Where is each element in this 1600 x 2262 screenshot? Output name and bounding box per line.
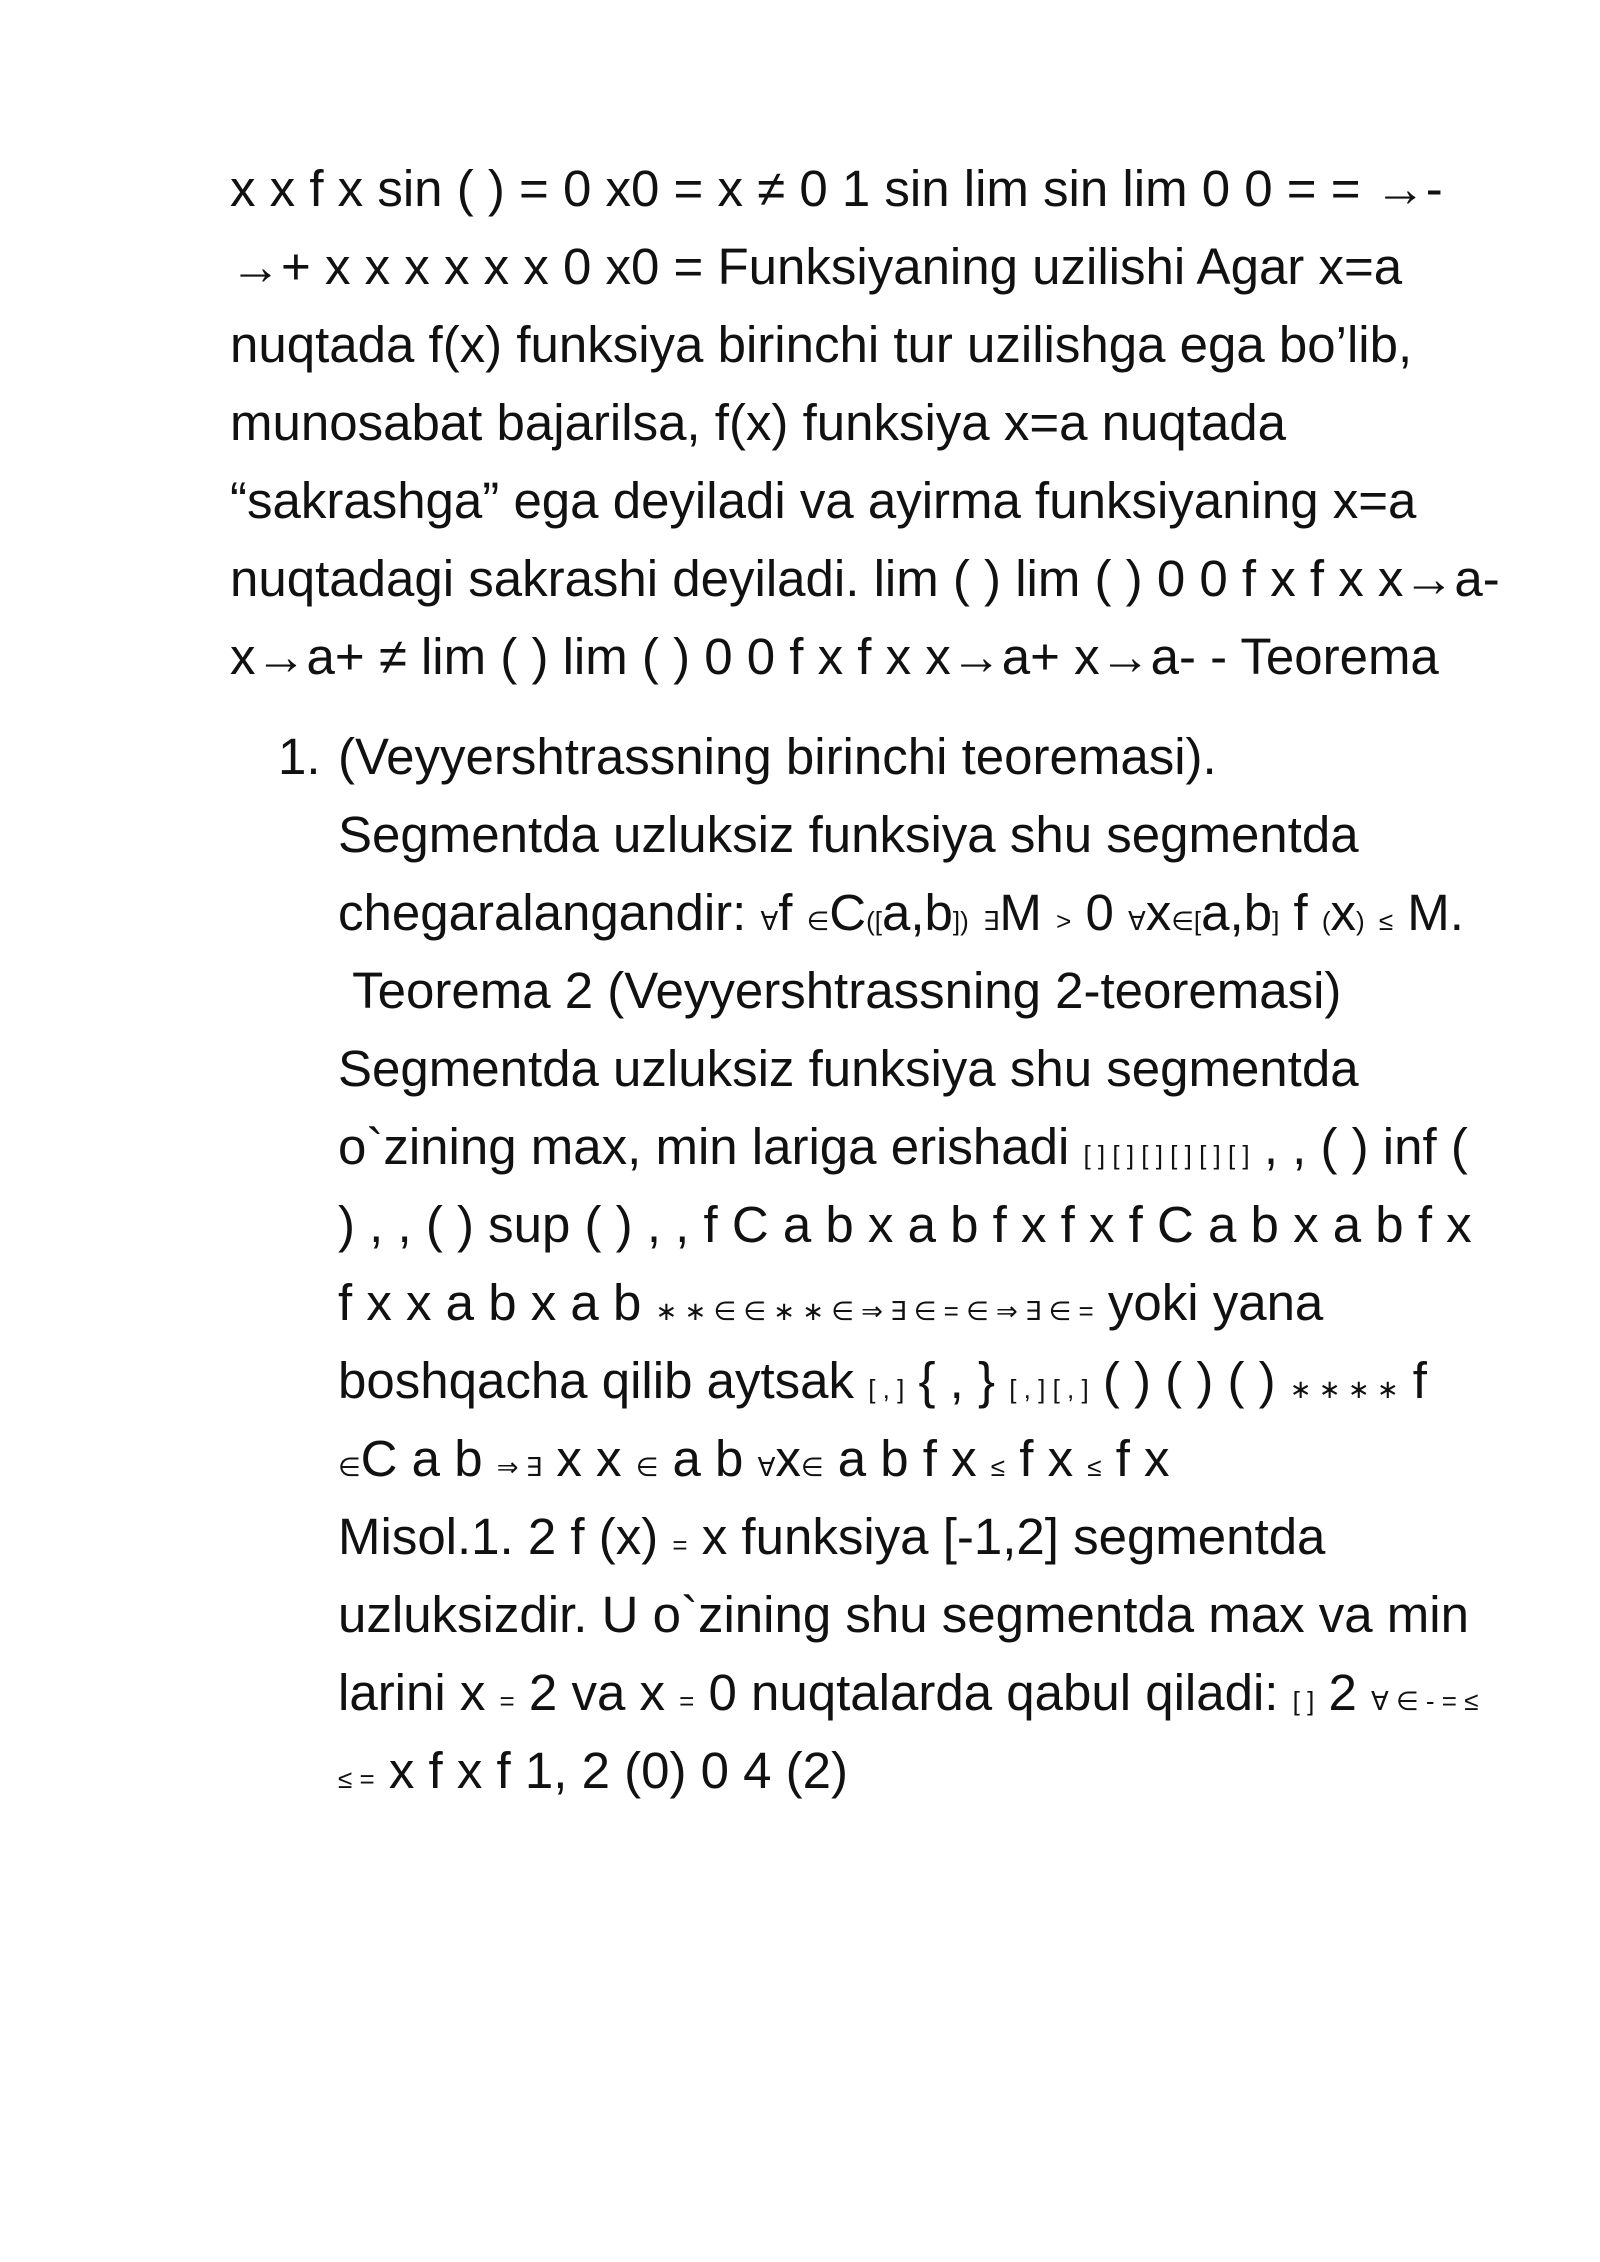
paren-open: ([ — [866, 906, 883, 936]
theorem-list — [230, 718, 1530, 1810]
t2-ab: a b — [672, 1430, 744, 1487]
forall-symbol: ∀ — [760, 906, 779, 936]
misol-start: Misol.1. 2 f (x) — [338, 1508, 659, 1565]
zero: 0 — [1085, 884, 1114, 941]
f-symbol: f — [778, 884, 793, 941]
theorem2-title: Teorema 2 (Veyyershtrassning 2-teoremasi) — [352, 962, 1342, 1019]
list-item-body — [338, 718, 1488, 1810]
misol-text-3: 0 nuqtalarda qabul qiladi: — [708, 1664, 1279, 1721]
t2-forall-small: ∀ — [757, 1452, 776, 1482]
t2-fx: f x — [1019, 1430, 1074, 1487]
brackets-small-4: [ , ] [ , ] — [1009, 1374, 1089, 1404]
misol-eq-small-3: = — [679, 1686, 695, 1716]
x-symbol: x — [1145, 884, 1172, 941]
stars-small: ∗ ∗ ∗ ∗ — [1289, 1374, 1399, 1404]
forall-symbol-2: ∀ — [1127, 906, 1146, 936]
theorem1-title: (Veyyershtrassning birinchi teoremasi). — [338, 728, 1217, 785]
paren-x-open: ( — [1321, 906, 1331, 936]
misol-symbols-small: ∀ ∈ - = ≤ ≤ = — [338, 1686, 1479, 1794]
document-page — [230, 150, 1530, 1810]
t2-le-small-2: ≤ — [1087, 1452, 1102, 1482]
ab-interval: a,b — [882, 884, 953, 941]
misol-eq-small-2: = — [499, 1686, 515, 1716]
t2-in-small-3: ∈ — [800, 1452, 824, 1482]
t2-Cab: C a b — [360, 1430, 483, 1487]
t2-x: x — [775, 1430, 801, 1487]
in-bracket: ∈[ — [1171, 906, 1202, 936]
gt-symbol: > — [1056, 906, 1072, 936]
misol-text: x funksiya [-1,2] segmentda uzluksizdir. U o`zining shu segmentda max va min larini x — [338, 1508, 1469, 1721]
brackets-small-1: [ ] [ ] [ ] [ ] [ ] [ ] — [1083, 1140, 1250, 1170]
symbols-small-2: ∗ ∗ ∈ ∈ ∗ ∗ ∈ ⇒ ∃ ∈ = ∈ ⇒ ∃ ∈ = — [655, 1296, 1094, 1326]
bracket-close: ] — [1272, 906, 1280, 936]
paren-x-close: ) — [1355, 906, 1365, 936]
set-braces: { , } — [918, 1352, 996, 1409]
theorem1-text: Segmentda uzluksiz funksiya shu segmentda chegaralangandir: — [338, 806, 1359, 941]
f-symbol-2: f — [1293, 884, 1308, 941]
t2-le-small: ≤ — [990, 1452, 1006, 1482]
misol-bracket-small: [ ] — [1292, 1686, 1315, 1716]
t2-fx-2: f x — [1115, 1430, 1170, 1487]
t2-in-small-2: ∈ — [635, 1452, 659, 1482]
t2-in-small: ∈ — [338, 1452, 361, 1482]
ab-interval-2: a,b — [1201, 884, 1273, 941]
C-symbol: C — [829, 884, 867, 941]
misol-text-2: 2 va x — [528, 1664, 665, 1721]
misol-two: 2 — [1328, 1664, 1357, 1721]
theorem2-text: Segmentda uzluksiz funksiya shu segmentda o`zining max, min lariga erishadi — [338, 1040, 1359, 1175]
list-number: 1. — [278, 728, 321, 785]
x-symbol-2: x — [1330, 884, 1356, 941]
brackets-small-3: [ , ] — [868, 1374, 905, 1404]
misol-eq-small: = — [672, 1530, 688, 1560]
parens-group: ( ) ( ) ( ) — [1102, 1352, 1276, 1409]
exists-symbol: ∃ — [982, 906, 1000, 936]
M-end: M. — [1407, 884, 1464, 941]
paren-close: ]) — [952, 906, 969, 936]
t2-f: f — [1412, 1352, 1427, 1409]
in-symbol: ∈ — [806, 906, 830, 936]
t2-implies-small: ⇒ ∃ — [496, 1452, 543, 1482]
theorem2-formula-1: , , ( ) inf ( ) , , ( ) sup ( ) , , f C a b x a b f x f x f C a b x a b f x f x x a b x a b — [338, 1118, 1472, 1331]
theorem2-yoki: yoki yana boshqacha qilib aytsak — [338, 1274, 1324, 1409]
t2-xx: x x — [556, 1430, 622, 1487]
le-symbol: ≤ — [1378, 906, 1394, 936]
misol-formula-end: x f x f 1, 2 (0) 0 4 (2) — [388, 1742, 849, 1799]
intro-paragraph: x x f x sin ( ) = 0 x0 = x ≠ 0 1 sin lim sin lim 0 0 = = →- →+ x x x x x x 0 x0 = Funksiyaning uzilishi Agar x=a nuqtada f(x) funksiya birinchi tur uzilishga ega bo’lib, munosabat bajarilsa, f(x) funksiya x=a nuqtada “sakrashga” ega deyiladi va ayirma funksiyaning x=a nuqtadagi sakrashi deyiladi. lim ( ) lim ( ) 0 0 f x f x x→a- x→a+ ≠ lim ( ) lim ( ) 0 0 f x f x x→a+ x→a- - Teorema — [230, 160, 1500, 685]
t2-abfx: a b f x — [837, 1430, 977, 1487]
M-symbol: M — [999, 884, 1042, 941]
